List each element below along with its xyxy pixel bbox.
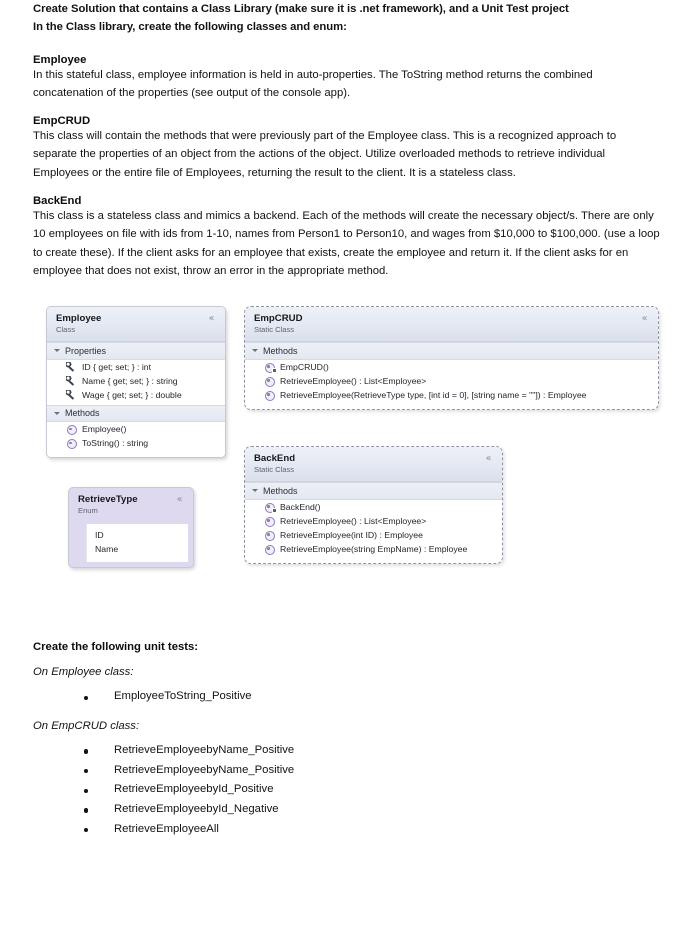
uml-member-label: RetrieveEmployee() : List<Employee> xyxy=(280,375,427,386)
list-item: RetrieveEmployeebyId_Positive xyxy=(84,780,660,800)
uml-body xyxy=(245,342,658,409)
uml-body xyxy=(47,342,225,457)
uml-class-stereotype: Enum xyxy=(78,505,98,515)
method-icon xyxy=(65,438,78,449)
uml-class-title: Employee xyxy=(56,313,102,325)
lock-icon xyxy=(272,508,277,513)
triangle-collapse-icon xyxy=(54,412,60,415)
uml-section-header[interactable] xyxy=(47,342,225,360)
list-item: EmployeeToString_Positive xyxy=(84,687,660,707)
uml-class-backend[interactable] xyxy=(244,446,503,563)
uml-member xyxy=(245,542,502,556)
uml-member xyxy=(47,360,225,374)
unit-tests-list xyxy=(33,687,660,707)
uml-member xyxy=(47,388,225,402)
uml-section-label: Methods xyxy=(263,485,298,496)
section-heading: EmpCRUD xyxy=(33,115,91,128)
uml-body xyxy=(245,482,502,563)
uml-member xyxy=(245,374,658,388)
uml-member-label: RetrieveEmployee(RetrieveType type, [int id = 0], [string name = ""]) : Employee xyxy=(280,389,587,400)
uml-class-title: BackEnd xyxy=(254,453,296,465)
uml-class-stereotype: Static Class xyxy=(254,324,295,334)
uml-member xyxy=(245,500,502,514)
method-private-icon xyxy=(263,361,276,372)
unit-tests-block xyxy=(33,641,660,839)
intro-line-2: In the Class library, create the following classes and enum: xyxy=(33,21,347,34)
uml-member-label: ID { get; set; } : int xyxy=(82,361,152,372)
uml-header xyxy=(47,307,225,342)
uml-enum-retrievetype[interactable] xyxy=(68,487,194,568)
list-item: RetrieveEmployeeAll xyxy=(84,820,660,840)
uml-member xyxy=(245,514,502,528)
section-body: This class is a stateless class and mimics a backend. Each of the methods will create the necessary object/s. There are only 10 employees on file with ids from 1-10, names from Person1 to Person10, and wages from $10,000 to $100,000. (use a loop to create these). If the client asks for an employee that exists, create the employee and return it. If the client asks for en employee that does not exist, throw an error in the appropriate method. xyxy=(33,210,660,277)
section-heading: Employee xyxy=(33,53,87,66)
uml-section-header[interactable] xyxy=(47,405,225,423)
unit-tests-heading: Create the following unit tests: xyxy=(33,641,199,654)
list-item: RetrieveEmployeebyId_Negative xyxy=(84,800,660,820)
section-heading: BackEnd xyxy=(33,195,82,208)
triangle-collapse-icon xyxy=(54,349,60,352)
uml-member xyxy=(245,360,658,374)
uml-enum-values xyxy=(86,524,188,562)
uml-enum-value: Name xyxy=(95,543,119,554)
uml-enum-value: ID xyxy=(95,530,104,541)
uml-header xyxy=(245,447,502,482)
uml-member-label: RetrieveEmployee(int ID) : Employee xyxy=(280,529,423,540)
section-body: In this stateful class, employee information is held in auto-properties. The ToString method returns the combined concatenation of the properties (see output of the console app). xyxy=(33,68,593,99)
chevron-collapse-icon[interactable]: « xyxy=(208,313,215,325)
uml-member-label: BackEnd() xyxy=(280,501,321,512)
method-icon xyxy=(263,515,276,526)
property-icon xyxy=(65,375,78,386)
uml-section-label: Methods xyxy=(263,345,298,356)
chevron-collapse-icon[interactable]: « xyxy=(641,313,648,325)
uml-class-title: RetrieveType xyxy=(78,494,138,506)
uml-class-employee[interactable] xyxy=(46,306,226,458)
uml-class-stereotype: Class xyxy=(56,324,75,334)
uml-class-stereotype: Static Class xyxy=(254,464,295,474)
section-empcrud xyxy=(33,115,660,182)
section-backend xyxy=(33,195,660,280)
uml-member-label: ToString() : string xyxy=(82,438,149,449)
uml-member-label: Wage { get; set; } : double xyxy=(82,389,182,400)
section-body: This class will contain the methods that were previously part of the Employee class. This is a recognized approach to separate the properties of an object from the actions of the object. Utilize overloaded methods to retrieve individual Employees or the entire file of Employees, returning the result to the client. It is a stateless class. xyxy=(33,130,617,179)
uml-member-label: RetrieveEmployee(string EmpName) : Employee xyxy=(280,543,468,554)
chevron-collapse-icon[interactable]: « xyxy=(485,453,492,465)
uml-header xyxy=(69,488,193,521)
uml-section-header[interactable] xyxy=(245,342,658,360)
method-icon xyxy=(263,543,276,554)
uml-class-title: EmpCRUD xyxy=(254,313,303,325)
uml-section-label: Methods xyxy=(65,408,100,419)
unit-tests-group-label: On EmpCRUD class: xyxy=(33,719,140,732)
method-icon xyxy=(263,529,276,540)
uml-member-label: EmpCRUD() xyxy=(280,361,329,372)
uml-member-label: Employee() xyxy=(82,424,127,435)
uml-member xyxy=(47,374,225,388)
section-employee xyxy=(33,54,660,103)
list-item: RetrieveEmployeebyName_Positive xyxy=(84,761,660,781)
method-private-icon xyxy=(263,501,276,512)
list-item: RetrieveEmployeebyName_Positive xyxy=(84,741,660,761)
method-icon xyxy=(263,375,276,386)
lock-icon xyxy=(272,368,277,373)
intro-line-1: Create Solution that contains a Class Library (make sure it is .net framework), and a Unit Test project xyxy=(33,3,569,15)
uml-member xyxy=(47,436,225,450)
method-icon xyxy=(65,424,78,435)
uml-member-label: RetrieveEmployee() : List<Employee> xyxy=(280,515,427,526)
triangle-collapse-icon xyxy=(252,349,258,352)
chevron-collapse-icon[interactable]: « xyxy=(176,494,183,506)
uml-header xyxy=(245,307,658,342)
triangle-collapse-icon xyxy=(252,489,258,492)
method-icon xyxy=(263,389,276,400)
uml-member-label: Name { get; set; } : string xyxy=(82,375,178,386)
unit-tests-list xyxy=(33,741,660,839)
property-icon xyxy=(65,361,78,372)
uml-section-header[interactable] xyxy=(245,482,502,500)
uml-member xyxy=(47,422,225,436)
unit-tests-group-label: On Employee class: xyxy=(33,666,134,679)
property-icon xyxy=(65,389,78,400)
uml-section-label: Properties xyxy=(65,345,107,356)
intro-block xyxy=(33,0,660,37)
uml-class-empcrud[interactable] xyxy=(244,306,659,409)
uml-class-diagram xyxy=(33,301,660,591)
uml-member xyxy=(245,388,658,402)
uml-member xyxy=(245,528,502,542)
